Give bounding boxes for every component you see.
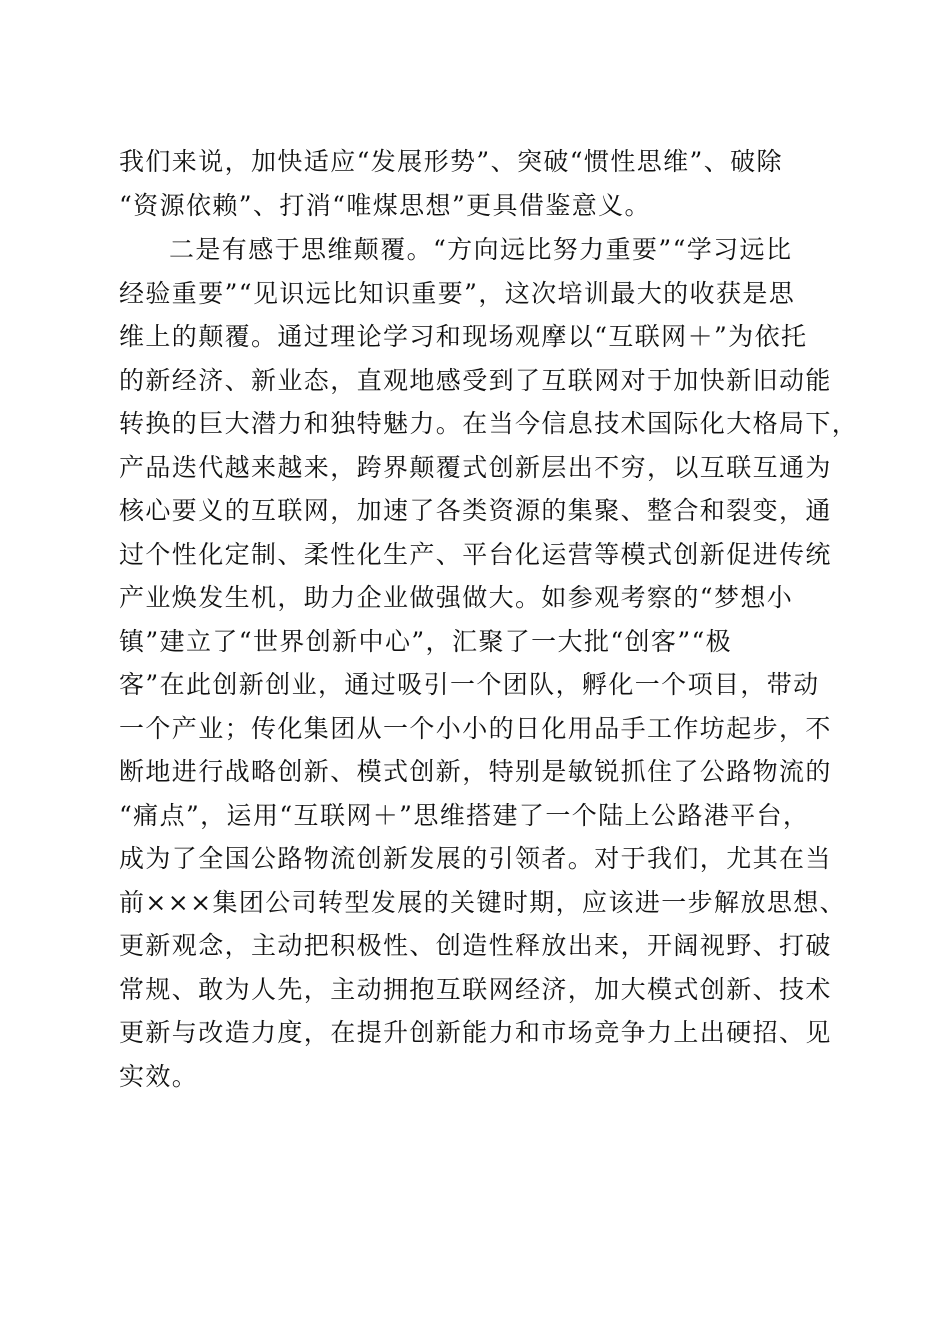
text-line: 维上的颠覆。通过理论学习和现场观摩以“互联网＋”为依托 [119,322,808,351]
text-line: 二是有感于思维颠覆。“方向远比努力重要”“学习远比 [169,235,793,264]
text-line: 经验重要”“见识远比知识重要”，这次培训最大的收获是思 [119,278,796,308]
text-line: 前×××集团公司转型发展的关键时期，应该进一步解放思想、 [119,887,847,917]
text-line: 的新经济、新业态，直观地感受到了互联网对于加快新旧动能 [119,365,832,395]
text-line: 客”在此创新创业，通过吸引一个团队，孵化一个项目，带动 [119,670,820,699]
text-line: 产业焕发生机，助力企业做强做大。如参观考察的“梦想小 [119,583,794,612]
text-line: 更新与改造力度，在提升创新能力和市场竞争力上出硬招、见 [119,1018,832,1047]
text-line: 核心要义的互联网，加速了各类资源的集聚、整合和裂变，通 [119,496,832,525]
text-line: 常规、敢为人先，主动拥抱互联网经济，加大模式创新、技术 [119,974,832,1004]
text-line: 一个产业；传化集团从一个小小的日化用品手工作坊起步，不 [119,713,832,743]
text-line: 过个性化定制、柔性化生产、平台化运营等模式创新促进传统 [119,539,832,569]
text-line: “资源依赖”、打消“唯煤思想”更具借鉴意义。 [119,190,651,220]
text-line: 更新观念，主动把积极性、创造性释放出来，开阔视野、打破 [119,931,832,960]
text-line: 镇”建立了“世界创新中心”，汇聚了一大批“创客”“极 [119,626,733,656]
text-line: 转换的巨大潜力和独特魅力。在当今信息技术国际化大格局下， [119,409,859,438]
text-line: 产品迭代越来越来，跨界颠覆式创新层出不穷，以互联互通为 [119,452,832,482]
text-line: 成为了全国公路物流创新发展的引领者。对于我们，尤其在当 [119,844,832,873]
text-line: 我们来说，加快适应“发展形势”、突破“惯性思维”、破除 [119,147,783,176]
text-line: 实效。 [119,1061,199,1091]
paragraph-continuation [119,140,835,227]
text-line: “痛点”，运用“互联网＋”思维搭建了一个陆上公路港平台， [119,800,810,830]
text-line: 断地进行战略创新、模式创新，特别是敏锐抓住了公路物流的 [119,757,832,786]
paragraph-thinking-subversion [119,228,859,1098]
